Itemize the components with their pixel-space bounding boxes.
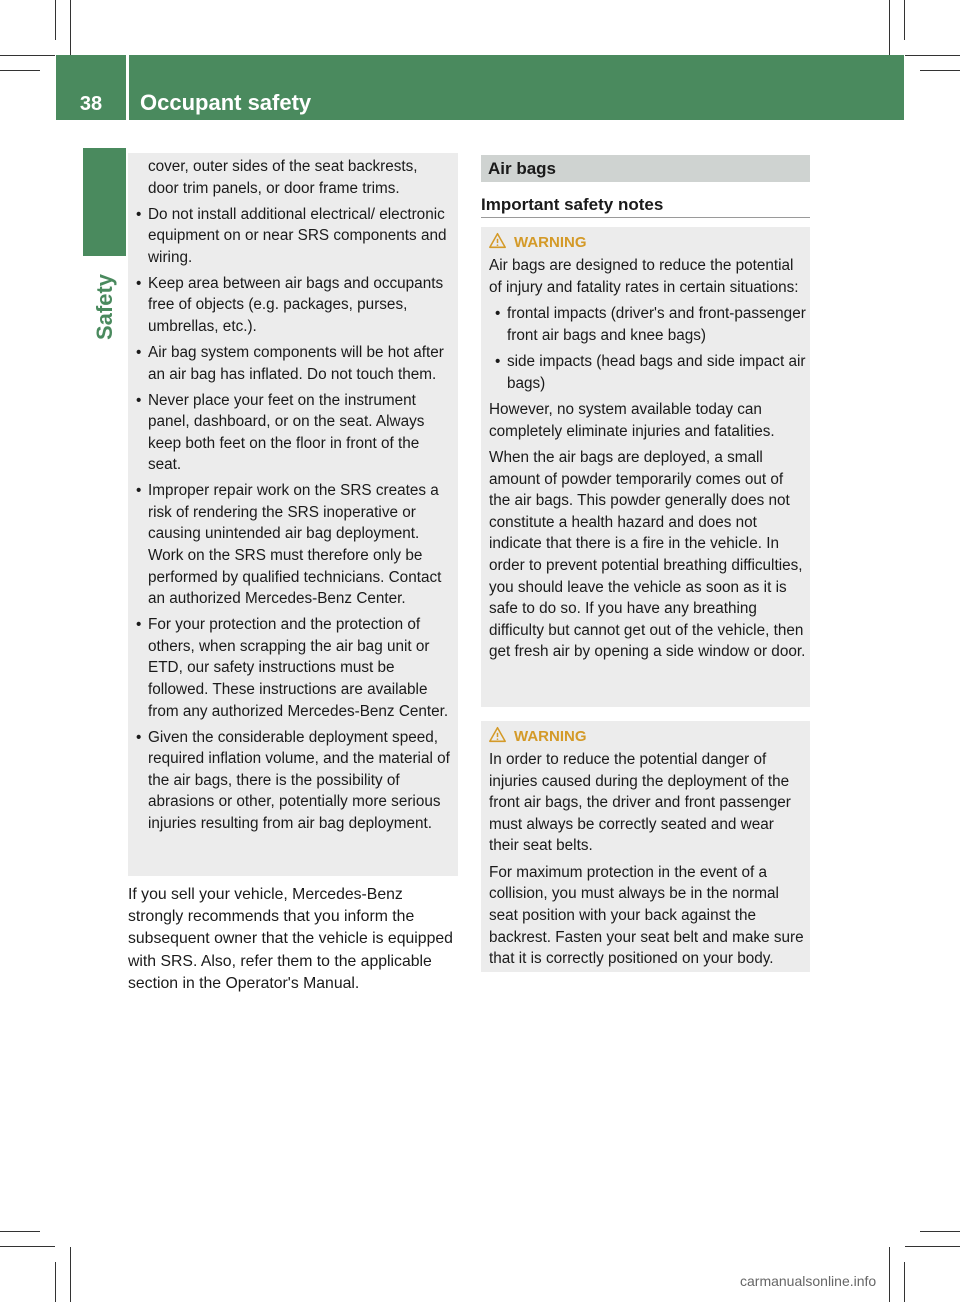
list-item: • For your protection and the protection of others, when scrapping the air bag unit or ETD, our safety instructions must be followed. These instructions are available from any authorized Mercedes-Benz Center. bbox=[128, 614, 458, 722]
warning-box bbox=[481, 721, 810, 972]
crop-mark bbox=[904, 1262, 905, 1302]
list-item: • Keep area between air bags and occupants free of objects (e.g. packages, purses, umbrellas, etc.). bbox=[128, 273, 458, 338]
list-item: • side impacts (head bags and side impact air bags) bbox=[489, 351, 807, 394]
list-item-continuation: cover, outer sides of the seat backrests, door trim panels, or door frame trims. bbox=[148, 158, 418, 197]
crop-mark bbox=[55, 1262, 56, 1302]
resale-paragraph: If you sell your vehicle, Mercedes-Benz strongly recommends that you inform the subsequent owner that the vehicle is equipped with SRS. Also, refer them to the applicable section in the Operator's Manual. bbox=[128, 886, 453, 992]
warning-text bbox=[489, 749, 807, 975]
warning-icon bbox=[489, 726, 506, 743]
list-item: • Never place your feet on the instrument panel, dashboard, or on the seat. Always keep both feet on the floor in front of the seat. bbox=[128, 390, 458, 476]
safety-bullet-list bbox=[128, 156, 458, 839]
crop-mark bbox=[889, 1247, 890, 1302]
crop-mark bbox=[70, 0, 71, 55]
crop-mark bbox=[55, 0, 56, 40]
warning-heading bbox=[489, 726, 587, 745]
safety-notes-box bbox=[128, 153, 458, 876]
list-item: • Air bag system components will be hot after an air bag has inflated. Do not touch them. bbox=[128, 342, 458, 385]
warning-heading bbox=[489, 232, 587, 251]
warning-text bbox=[489, 255, 807, 668]
warning-intro: Air bags are designed to reduce the potential of injury and fatality rates in certain situations: bbox=[489, 257, 799, 296]
list-item: • Improper repair work on the SRS creates a risk of rendering the SRS inoperative or causing unintended air bag deployment. Work on the SRS must therefore only be performed by qualified technicians. Contact an authorized Mercedes-Benz Center. bbox=[128, 480, 458, 610]
crop-mark bbox=[0, 1231, 40, 1232]
crop-mark bbox=[0, 70, 40, 71]
section-title: Air bags bbox=[488, 159, 557, 178]
crop-mark bbox=[920, 1231, 960, 1232]
page-title: Occupant safety bbox=[140, 90, 312, 115]
side-tab-label: Safety bbox=[92, 273, 117, 340]
warning-label: WARNING bbox=[514, 234, 587, 251]
subsection-title: Important safety notes bbox=[481, 195, 664, 214]
warning-label: WARNING bbox=[514, 728, 587, 745]
warning-paragraph: However, no system available today can completely eliminate injuries and fatalities. bbox=[489, 400, 775, 440]
divider bbox=[481, 217, 810, 218]
header-divider bbox=[126, 55, 129, 120]
list-item: • Do not install additional electrical/ electronic equipment on or near SRS components and wiring. bbox=[128, 204, 458, 269]
crop-mark bbox=[904, 0, 905, 40]
crop-mark bbox=[905, 55, 960, 56]
crop-mark bbox=[905, 1246, 960, 1247]
warning-icon bbox=[489, 232, 506, 249]
side-tab bbox=[83, 148, 126, 256]
list-item: • frontal impacts (driver's and front-passenger front air bags and knee bags) bbox=[489, 303, 807, 346]
warning-bullet-list bbox=[489, 303, 807, 394]
crop-mark bbox=[70, 1247, 71, 1302]
crop-mark bbox=[889, 0, 890, 55]
crop-mark bbox=[0, 55, 55, 56]
watermark: carmanualsonline.info bbox=[740, 1273, 877, 1289]
warning-box bbox=[481, 227, 810, 707]
warning-paragraph: When the air bags are deployed, a small amount of powder temporarily comes out of the air bags. This powder generally does not constitute a health hazard and does not indicate that there is a fire in the vehicle. In order to prevent potential breathing difficulties, you should leave the vehicle as soon as it is safe to do so. If you have any breathing difficulty but cannot get out of the vehicle, then get fresh air by opening a side window or door. bbox=[489, 448, 806, 661]
page-number: 38 bbox=[79, 93, 103, 115]
crop-mark bbox=[920, 70, 960, 71]
list-item: • Given the considerable deployment speed, required inflation volume, and the material of the air bags, there is the possibility of abrasions or other, potentially more serious injuries resulting from air bag deployment. bbox=[128, 727, 458, 835]
warning-paragraph: In order to reduce the potential danger of injuries caused during the deployment of the front air bags, the driver and front passenger must always be correctly seated and wear their seat belts. bbox=[489, 751, 791, 855]
crop-mark bbox=[0, 1246, 55, 1247]
warning-paragraph: For maximum protection in the event of a collision, you must always be in the normal seat position with your back against the backrest. Fasten your seat belt and make sure that it is correctly positioned on your body. bbox=[489, 863, 804, 968]
section-heading-bar bbox=[481, 155, 810, 182]
